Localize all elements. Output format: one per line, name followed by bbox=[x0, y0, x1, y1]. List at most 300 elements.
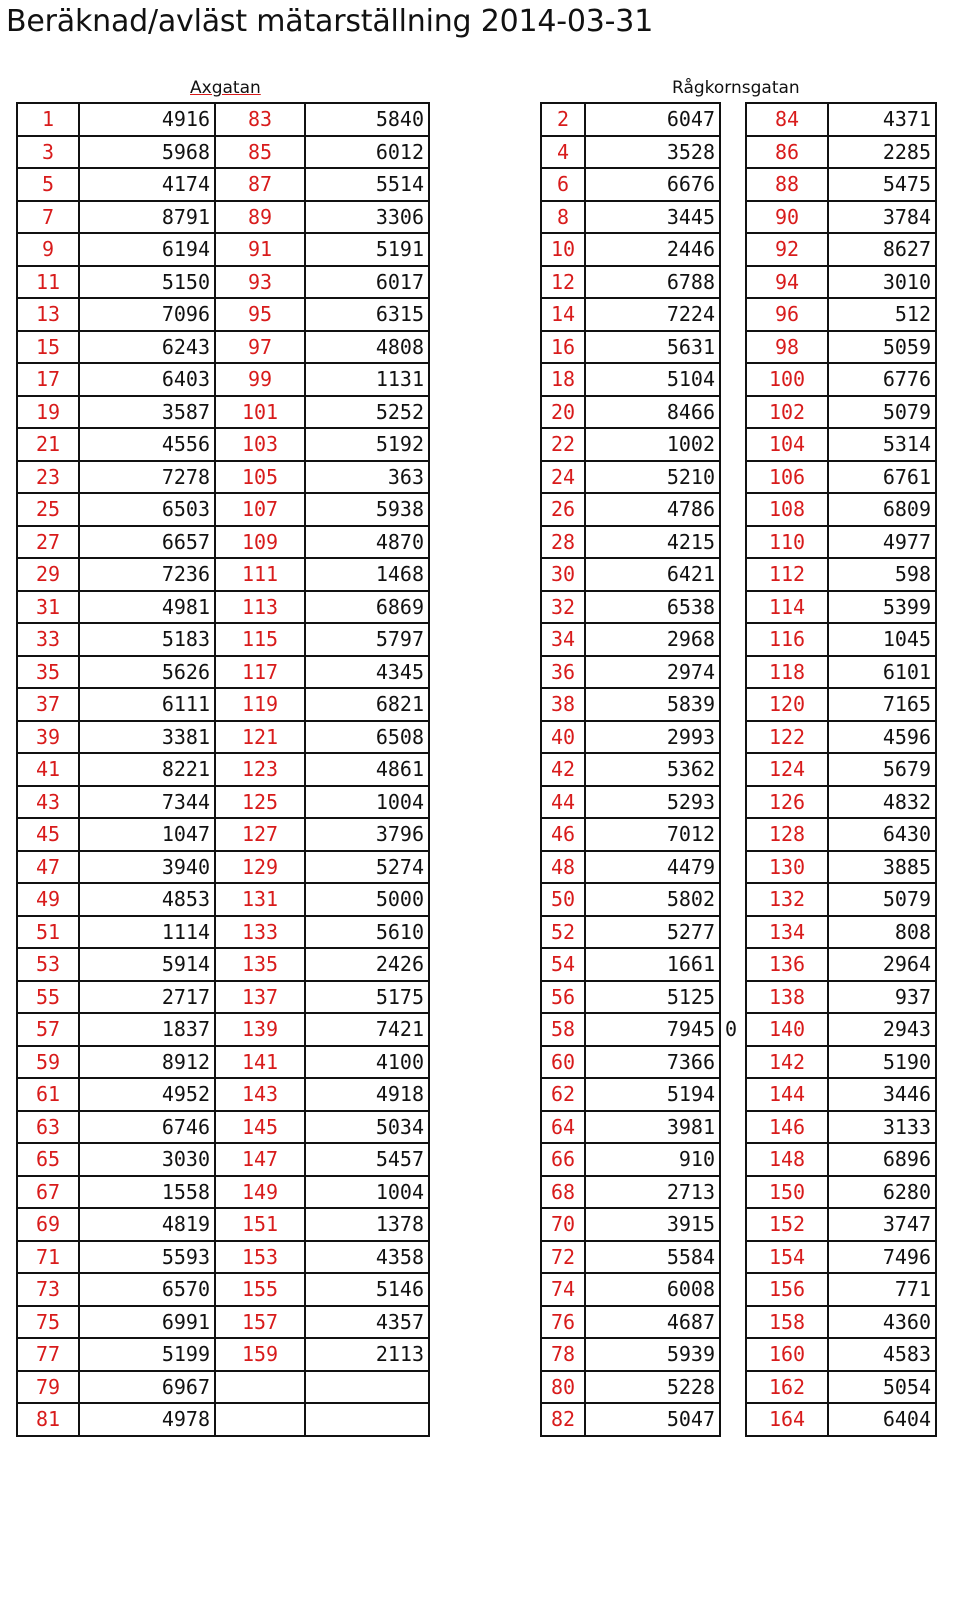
meter-reading-cell: 771 bbox=[828, 1273, 936, 1306]
house-number-cell: 9 bbox=[17, 233, 79, 266]
note-cell bbox=[720, 916, 746, 949]
meter-reading-cell: 4358 bbox=[305, 1241, 429, 1274]
meter-reading-cell: 3381 bbox=[79, 721, 215, 754]
meter-reading-cell: 4819 bbox=[79, 1208, 215, 1241]
house-number-cell: 139 bbox=[215, 1013, 305, 1046]
meter-reading-cell: 6280 bbox=[828, 1176, 936, 1209]
house-number-cell: 138 bbox=[746, 981, 828, 1014]
meter-reading-cell: 2717 bbox=[79, 981, 215, 1014]
house-number-cell: 141 bbox=[215, 1046, 305, 1079]
house-number-cell: 104 bbox=[746, 428, 828, 461]
meter-reading-cell: 5047 bbox=[585, 1403, 720, 1436]
house-number-cell: 117 bbox=[215, 656, 305, 689]
page-title: Beräknad/avläst mätarställning 2014-03-31 bbox=[6, 4, 654, 39]
house-number-cell: 103 bbox=[215, 428, 305, 461]
table-row bbox=[17, 1111, 429, 1144]
meter-reading-cell: 5631 bbox=[585, 331, 720, 364]
house-number-cell: 79 bbox=[17, 1371, 79, 1404]
house-number-cell: 113 bbox=[215, 591, 305, 624]
house-number-cell: 107 bbox=[215, 493, 305, 526]
meter-reading-cell: 4853 bbox=[79, 883, 215, 916]
table-row bbox=[17, 981, 429, 1014]
table-row bbox=[541, 1403, 936, 1436]
table-row bbox=[541, 1046, 936, 1079]
meter-reading-cell: 5104 bbox=[585, 363, 720, 396]
table-row bbox=[17, 591, 429, 624]
note-cell bbox=[720, 656, 746, 689]
table-row bbox=[541, 1273, 936, 1306]
meter-reading-cell: 3445 bbox=[585, 201, 720, 234]
meter-reading-cell: 6008 bbox=[585, 1273, 720, 1306]
house-number-cell: 86 bbox=[746, 136, 828, 169]
meter-reading-cell: 4596 bbox=[828, 721, 936, 754]
house-number-cell: 32 bbox=[541, 591, 585, 624]
meter-reading-cell: 5797 bbox=[305, 623, 429, 656]
meter-reading-cell: 5252 bbox=[305, 396, 429, 429]
meter-reading-cell: 4215 bbox=[585, 526, 720, 559]
meter-reading-cell: 598 bbox=[828, 558, 936, 591]
note-cell bbox=[720, 1208, 746, 1241]
house-number-cell: 71 bbox=[17, 1241, 79, 1274]
table-row bbox=[541, 168, 936, 201]
meter-reading-cell: 6991 bbox=[79, 1306, 215, 1339]
house-number-cell: 37 bbox=[17, 688, 79, 721]
meter-reading-cell: 1468 bbox=[305, 558, 429, 591]
meter-reading-cell: 7012 bbox=[585, 818, 720, 851]
meter-reading-cell: 5939 bbox=[585, 1338, 720, 1371]
house-number-cell: 85 bbox=[215, 136, 305, 169]
house-number-cell: 144 bbox=[746, 1078, 828, 1111]
meter-reading-cell: 1004 bbox=[305, 786, 429, 819]
meter-reading-cell: 512 bbox=[828, 298, 936, 331]
table-row bbox=[17, 396, 429, 429]
house-number-cell: 132 bbox=[746, 883, 828, 916]
house-number-cell: 101 bbox=[215, 396, 305, 429]
table-row bbox=[17, 623, 429, 656]
table-row bbox=[541, 526, 936, 559]
meter-reading-cell: 4174 bbox=[79, 168, 215, 201]
note-cell bbox=[720, 168, 746, 201]
house-number-cell: 51 bbox=[17, 916, 79, 949]
house-number-cell: 53 bbox=[17, 948, 79, 981]
table-row bbox=[541, 688, 936, 721]
table-row bbox=[17, 331, 429, 364]
house-number-cell: 36 bbox=[541, 656, 585, 689]
meter-reading-cell: 2713 bbox=[585, 1176, 720, 1209]
house-number-cell: 96 bbox=[746, 298, 828, 331]
house-number-cell: 68 bbox=[541, 1176, 585, 1209]
note-cell bbox=[720, 1273, 746, 1306]
house-number-cell: 15 bbox=[17, 331, 79, 364]
meter-reading-cell: 6746 bbox=[79, 1111, 215, 1144]
meter-reading-cell: 6570 bbox=[79, 1273, 215, 1306]
house-number-cell: 129 bbox=[215, 851, 305, 884]
house-number-cell: 21 bbox=[17, 428, 79, 461]
meter-reading-cell: 6017 bbox=[305, 266, 429, 299]
meter-reading-cell: 3528 bbox=[585, 136, 720, 169]
meter-reading-cell: 3981 bbox=[585, 1111, 720, 1144]
house-number-cell: 140 bbox=[746, 1013, 828, 1046]
meter-reading-cell: 5059 bbox=[828, 331, 936, 364]
house-number-cell: 158 bbox=[746, 1306, 828, 1339]
house-number-cell: 60 bbox=[541, 1046, 585, 1079]
table-row bbox=[541, 786, 936, 819]
meter-reading-cell: 2964 bbox=[828, 948, 936, 981]
meter-reading-cell: 2993 bbox=[585, 721, 720, 754]
note-cell bbox=[720, 1371, 746, 1404]
house-number-cell: 6 bbox=[541, 168, 585, 201]
table-row bbox=[541, 981, 936, 1014]
table-row bbox=[541, 428, 936, 461]
meter-reading-cell: 4916 bbox=[79, 103, 215, 136]
house-number-cell: 111 bbox=[215, 558, 305, 591]
meter-reading-cell: 4360 bbox=[828, 1306, 936, 1339]
note-cell bbox=[720, 981, 746, 1014]
house-number-cell: 131 bbox=[215, 883, 305, 916]
house-number-cell: 34 bbox=[541, 623, 585, 656]
house-number-cell: 1 bbox=[17, 103, 79, 136]
table-row bbox=[17, 721, 429, 754]
house-number-cell: 156 bbox=[746, 1273, 828, 1306]
note-cell: 0 bbox=[720, 1013, 746, 1046]
table-row bbox=[541, 136, 936, 169]
house-number-cell: 24 bbox=[541, 461, 585, 494]
house-number-cell: 150 bbox=[746, 1176, 828, 1209]
meter-reading-cell: 6676 bbox=[585, 168, 720, 201]
table-row bbox=[17, 948, 429, 981]
table-row bbox=[541, 363, 936, 396]
table-row bbox=[17, 1273, 429, 1306]
house-number-cell: 143 bbox=[215, 1078, 305, 1111]
note-cell bbox=[720, 526, 746, 559]
meter-reading-cell: 5274 bbox=[305, 851, 429, 884]
meter-reading-cell: 6508 bbox=[305, 721, 429, 754]
note-cell bbox=[720, 298, 746, 331]
meter-reading-cell: 910 bbox=[585, 1143, 720, 1176]
meter-reading-cell: 6538 bbox=[585, 591, 720, 624]
meter-reading-cell: 5626 bbox=[79, 656, 215, 689]
meter-reading-cell: 6243 bbox=[79, 331, 215, 364]
house-number-cell: 97 bbox=[215, 331, 305, 364]
meter-reading-cell: 5079 bbox=[828, 883, 936, 916]
table-row bbox=[541, 103, 936, 136]
house-number-cell: 33 bbox=[17, 623, 79, 656]
house-number-cell: 154 bbox=[746, 1241, 828, 1274]
meter-reading-cell: 363 bbox=[305, 461, 429, 494]
house-number-cell: 70 bbox=[541, 1208, 585, 1241]
house-number-cell: 17 bbox=[17, 363, 79, 396]
table-row bbox=[541, 883, 936, 916]
meter-reading-cell: 5399 bbox=[828, 591, 936, 624]
house-number-cell: 110 bbox=[746, 526, 828, 559]
table-row bbox=[17, 656, 429, 689]
table-row bbox=[541, 1111, 936, 1144]
meter-reading-cell: 7165 bbox=[828, 688, 936, 721]
meter-reading-cell: 5840 bbox=[305, 103, 429, 136]
house-number-cell: 23 bbox=[17, 461, 79, 494]
table-row bbox=[17, 1143, 429, 1176]
house-number-cell: 128 bbox=[746, 818, 828, 851]
table-row bbox=[541, 558, 936, 591]
meter-reading-cell: 4808 bbox=[305, 331, 429, 364]
house-number-cell: 80 bbox=[541, 1371, 585, 1404]
house-number-cell: 67 bbox=[17, 1176, 79, 1209]
meter-reading-cell: 6967 bbox=[79, 1371, 215, 1404]
meter-reading-cell: 4583 bbox=[828, 1338, 936, 1371]
meter-reading-cell: 6430 bbox=[828, 818, 936, 851]
meter-reading-cell: 3587 bbox=[79, 396, 215, 429]
house-number-cell: 148 bbox=[746, 1143, 828, 1176]
house-number-cell: 28 bbox=[541, 526, 585, 559]
house-number-cell: 99 bbox=[215, 363, 305, 396]
table-row bbox=[17, 851, 429, 884]
table-row bbox=[541, 233, 936, 266]
table-row bbox=[17, 428, 429, 461]
meter-reading-cell: 4977 bbox=[828, 526, 936, 559]
house-number-cell: 159 bbox=[215, 1338, 305, 1371]
house-number-cell: 134 bbox=[746, 916, 828, 949]
house-number-cell: 118 bbox=[746, 656, 828, 689]
meter-reading-cell: 6404 bbox=[828, 1403, 936, 1436]
table-row bbox=[541, 591, 936, 624]
house-number-cell: 121 bbox=[215, 721, 305, 754]
meter-reading-cell: 1004 bbox=[305, 1176, 429, 1209]
meter-reading-cell: 7421 bbox=[305, 1013, 429, 1046]
table-row bbox=[541, 331, 936, 364]
meter-reading-cell: 3133 bbox=[828, 1111, 936, 1144]
meter-reading-cell: 3747 bbox=[828, 1208, 936, 1241]
table-row bbox=[541, 298, 936, 331]
table-row bbox=[17, 201, 429, 234]
meter-reading-cell: 5277 bbox=[585, 916, 720, 949]
meter-reading-cell: 8627 bbox=[828, 233, 936, 266]
house-number-cell: 72 bbox=[541, 1241, 585, 1274]
house-number-cell: 75 bbox=[17, 1306, 79, 1339]
house-number-cell: 157 bbox=[215, 1306, 305, 1339]
meter-reading-cell: 5150 bbox=[79, 266, 215, 299]
house-number-cell: 162 bbox=[746, 1371, 828, 1404]
house-number-cell: 120 bbox=[746, 688, 828, 721]
meter-reading-cell: 5228 bbox=[585, 1371, 720, 1404]
house-number-cell: 90 bbox=[746, 201, 828, 234]
house-number-cell: 69 bbox=[17, 1208, 79, 1241]
house-number-cell: 116 bbox=[746, 623, 828, 656]
street-title-axgatan: Axgatan bbox=[190, 78, 261, 98]
house-number-cell: 78 bbox=[541, 1338, 585, 1371]
house-number-cell: 57 bbox=[17, 1013, 79, 1046]
house-number-cell bbox=[215, 1371, 305, 1404]
meter-reading-cell: 4345 bbox=[305, 656, 429, 689]
house-number-cell: 98 bbox=[746, 331, 828, 364]
meter-reading-cell: 4479 bbox=[585, 851, 720, 884]
note-cell bbox=[720, 818, 746, 851]
house-number-cell: 152 bbox=[746, 1208, 828, 1241]
note-cell bbox=[720, 1241, 746, 1274]
meter-reading-cell: 7344 bbox=[79, 786, 215, 819]
note-cell bbox=[720, 1143, 746, 1176]
note-cell bbox=[720, 786, 746, 819]
house-number-cell: 47 bbox=[17, 851, 79, 884]
house-number-cell: 11 bbox=[17, 266, 79, 299]
table-row bbox=[17, 233, 429, 266]
meter-reading-cell: 6047 bbox=[585, 103, 720, 136]
note-cell bbox=[720, 103, 746, 136]
meter-reading-cell: 2943 bbox=[828, 1013, 936, 1046]
meter-reading-cell: 3030 bbox=[79, 1143, 215, 1176]
house-number-cell: 146 bbox=[746, 1111, 828, 1144]
house-number-cell: 108 bbox=[746, 493, 828, 526]
meter-reading-cell: 2426 bbox=[305, 948, 429, 981]
meter-reading-cell bbox=[305, 1371, 429, 1404]
table-row bbox=[541, 1338, 936, 1371]
meter-reading-cell: 3885 bbox=[828, 851, 936, 884]
table-row bbox=[17, 1208, 429, 1241]
meter-reading-cell: 3306 bbox=[305, 201, 429, 234]
table-row bbox=[541, 396, 936, 429]
meter-reading-cell: 4870 bbox=[305, 526, 429, 559]
meter-reading-cell: 4687 bbox=[585, 1306, 720, 1339]
table-row bbox=[541, 266, 936, 299]
house-number-cell: 42 bbox=[541, 753, 585, 786]
meter-reading-cell: 6896 bbox=[828, 1143, 936, 1176]
table-row bbox=[17, 136, 429, 169]
note-cell bbox=[720, 1306, 746, 1339]
house-number-cell: 130 bbox=[746, 851, 828, 884]
house-number-cell: 164 bbox=[746, 1403, 828, 1436]
table-row bbox=[17, 1013, 429, 1046]
meter-table-ragkornsgatan bbox=[540, 102, 937, 1437]
note-cell bbox=[720, 883, 746, 916]
house-number-cell: 5 bbox=[17, 168, 79, 201]
meter-reading-cell: 5362 bbox=[585, 753, 720, 786]
meter-reading-cell: 7224 bbox=[585, 298, 720, 331]
house-number-cell: 136 bbox=[746, 948, 828, 981]
table-row bbox=[541, 461, 936, 494]
meter-reading-cell: 7096 bbox=[79, 298, 215, 331]
table-row bbox=[17, 461, 429, 494]
table-row bbox=[541, 753, 936, 786]
note-cell bbox=[720, 1078, 746, 1111]
meter-reading-cell: 5314 bbox=[828, 428, 936, 461]
house-number-cell: 59 bbox=[17, 1046, 79, 1079]
note-cell bbox=[720, 688, 746, 721]
house-number-cell: 55 bbox=[17, 981, 79, 1014]
house-number-cell: 135 bbox=[215, 948, 305, 981]
note-cell bbox=[720, 363, 746, 396]
meter-reading-cell: 4371 bbox=[828, 103, 936, 136]
meter-reading-cell: 5968 bbox=[79, 136, 215, 169]
house-number-cell: 100 bbox=[746, 363, 828, 396]
house-number-cell: 52 bbox=[541, 916, 585, 949]
table-row bbox=[541, 1176, 936, 1209]
table-row bbox=[541, 1306, 936, 1339]
house-number-cell: 91 bbox=[215, 233, 305, 266]
note-cell bbox=[720, 136, 746, 169]
meter-reading-cell: 1661 bbox=[585, 948, 720, 981]
meter-reading-cell: 1047 bbox=[79, 818, 215, 851]
meter-reading-cell: 2113 bbox=[305, 1338, 429, 1371]
note-cell bbox=[720, 461, 746, 494]
table-row bbox=[17, 1338, 429, 1371]
meter-reading-cell: 3915 bbox=[585, 1208, 720, 1241]
house-number-cell: 13 bbox=[17, 298, 79, 331]
house-number-cell: 94 bbox=[746, 266, 828, 299]
table-row bbox=[17, 493, 429, 526]
meter-reading-cell: 5839 bbox=[585, 688, 720, 721]
meter-reading-cell: 4100 bbox=[305, 1046, 429, 1079]
meter-reading-cell: 6111 bbox=[79, 688, 215, 721]
meter-reading-cell: 1131 bbox=[305, 363, 429, 396]
meter-reading-cell: 5584 bbox=[585, 1241, 720, 1274]
house-number-cell: 38 bbox=[541, 688, 585, 721]
table-row bbox=[17, 298, 429, 331]
house-number-cell: 61 bbox=[17, 1078, 79, 1111]
meter-reading-cell: 6101 bbox=[828, 656, 936, 689]
table-row bbox=[17, 103, 429, 136]
meter-reading-cell: 6809 bbox=[828, 493, 936, 526]
meter-reading-cell: 5183 bbox=[79, 623, 215, 656]
house-number-cell: 49 bbox=[17, 883, 79, 916]
note-cell bbox=[720, 493, 746, 526]
table-row bbox=[17, 1403, 429, 1436]
table-row bbox=[541, 851, 936, 884]
meter-reading-cell: 5199 bbox=[79, 1338, 215, 1371]
house-number-cell: 22 bbox=[541, 428, 585, 461]
house-number-cell: 46 bbox=[541, 818, 585, 851]
house-number-cell: 153 bbox=[215, 1241, 305, 1274]
house-number-cell: 124 bbox=[746, 753, 828, 786]
note-cell bbox=[720, 1403, 746, 1436]
house-number-cell: 2 bbox=[541, 103, 585, 136]
table-row bbox=[17, 916, 429, 949]
house-number-cell: 62 bbox=[541, 1078, 585, 1111]
house-number-cell: 20 bbox=[541, 396, 585, 429]
house-number-cell: 26 bbox=[541, 493, 585, 526]
meter-reading-cell: 8912 bbox=[79, 1046, 215, 1079]
table-row bbox=[17, 688, 429, 721]
table-row bbox=[17, 786, 429, 819]
house-number-cell: 45 bbox=[17, 818, 79, 851]
table-row bbox=[17, 818, 429, 851]
house-number-cell: 112 bbox=[746, 558, 828, 591]
meter-reading-cell: 5054 bbox=[828, 1371, 936, 1404]
meter-reading-cell: 1378 bbox=[305, 1208, 429, 1241]
note-cell bbox=[720, 558, 746, 591]
meter-reading-cell: 4357 bbox=[305, 1306, 429, 1339]
house-number-cell: 84 bbox=[746, 103, 828, 136]
house-number-cell: 27 bbox=[17, 526, 79, 559]
meter-reading-cell: 5610 bbox=[305, 916, 429, 949]
meter-reading-cell: 7278 bbox=[79, 461, 215, 494]
meter-reading-cell: 6657 bbox=[79, 526, 215, 559]
house-number-cell: 63 bbox=[17, 1111, 79, 1144]
house-number-cell: 25 bbox=[17, 493, 79, 526]
house-number-cell: 83 bbox=[215, 103, 305, 136]
meter-reading-cell: 5034 bbox=[305, 1111, 429, 1144]
meter-reading-cell: 5194 bbox=[585, 1078, 720, 1111]
meter-reading-cell: 3446 bbox=[828, 1078, 936, 1111]
house-number-cell: 137 bbox=[215, 981, 305, 1014]
meter-reading-cell: 4556 bbox=[79, 428, 215, 461]
house-number-cell: 133 bbox=[215, 916, 305, 949]
meter-reading-cell: 1114 bbox=[79, 916, 215, 949]
meter-reading-cell: 5175 bbox=[305, 981, 429, 1014]
house-number-cell: 142 bbox=[746, 1046, 828, 1079]
house-number-cell: 64 bbox=[541, 1111, 585, 1144]
house-number-cell: 114 bbox=[746, 591, 828, 624]
house-number-cell: 29 bbox=[17, 558, 79, 591]
note-cell bbox=[720, 1046, 746, 1079]
